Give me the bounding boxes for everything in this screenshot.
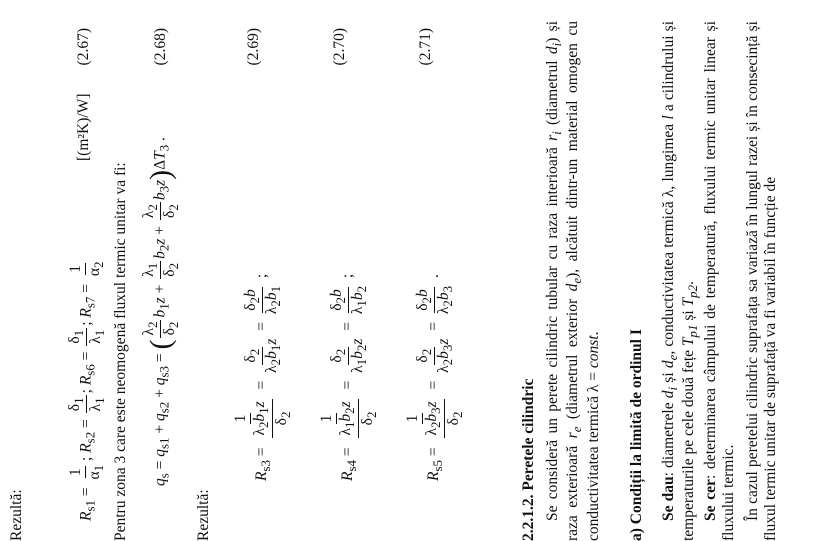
equation-number-2-70: (2.70) — [331, 28, 348, 66]
equation-number-2-67: (2.67) — [75, 28, 92, 66]
rezulta-label-2: Rezultă: — [195, 489, 212, 541]
equation-number-2-69: (2.69) — [245, 28, 262, 66]
equation-number-2-71: (2.71) — [417, 28, 434, 66]
paragraph-se-cer: Se cer: determinarea câmpului de temperatură, fluxului termic unitar linear și fluxului termic. — [702, 20, 738, 541]
rezulta-label-1: Rezultă: — [8, 489, 25, 541]
equation-2-68: $q_s = q_{s1} + q_{s2} + q_{s3}$ = ( $\lambda_2$ $\delta_2$ $b_1z$ + $\lambda_1$ $\delta_2$ $b_2z$ + $\lambda_2$ $\delta_2$ $b_3z)\Delta T_3$ . — [140, 137, 182, 486]
paragraph-se-dau: Se dau: diametrele $d_i$ și $d_e$, conductivitatea termică λ, lungimea l a cilindrului și temperaturile pe cele două fețe $T_{p1}$ și $T_{p2}$. — [660, 20, 701, 541]
paragraph-last: În cazul peretelui cilindric suprafața sa variază în lungul razei și în consecință și fluxul termic unitar de suprafață va fi variabil în funcție de — [744, 21, 780, 541]
equation-2-67: $R_{s1}$ = 1 $\alpha_1$ ; $R_{s2}$ = $\delta_1$ $\lambda_1$ ; $R_{s6}$ = $\delta_1$ $\lambda_1$ ; $R_{s7}$ = 1 $\alpha_2$ — [66, 261, 108, 521]
equation-number-2-68: (2.68) — [152, 28, 169, 66]
equation-2-67-unit: [(m²K)/W] — [75, 93, 92, 161]
subsection-heading: a) Condiții la limită de ordinul I — [628, 329, 645, 541]
equation-2-70: $R_{s4}$ = 1 $\lambda_1b_2z$ $\delta_2$ = $\delta_2$ $\lambda_1b_2z$ = $\delta_2b$ $\lambda_1b_2$ ; — [318, 273, 379, 481]
paragraph-perete-cilindric: Se consideră un perete cilindric tubular cu raza interioară $r_i$ (diametrul $d_i$) și raza exterioară $r_e$ (diametrul exterior $d_e$), alcătuit dintr-un material omogen cu conductivitatea termică λ = const. — [544, 20, 602, 541]
equation-2-71: $R_{s5}$ = 1 $\lambda_2b_3z$ $\delta_2$ = $\delta_2$ $\lambda_2b_3z$ = $\delta_2b$ $\lambda_2b_3$ . — [404, 274, 465, 481]
section-heading: 2.2.1.2. Peretele cilindric — [520, 378, 537, 541]
equation-2-69: $R_{s3}$ = 1 $\lambda_2b_1z$ $\delta_2$ = $\delta_2$ $\lambda_2b_1z$ = $\delta_2b$ $\lambda_2b_1$ ; — [232, 273, 293, 481]
zona3-sentence: Pentru zona 3 care este neomogenă fluxul termic unitar va fi: — [112, 162, 129, 541]
